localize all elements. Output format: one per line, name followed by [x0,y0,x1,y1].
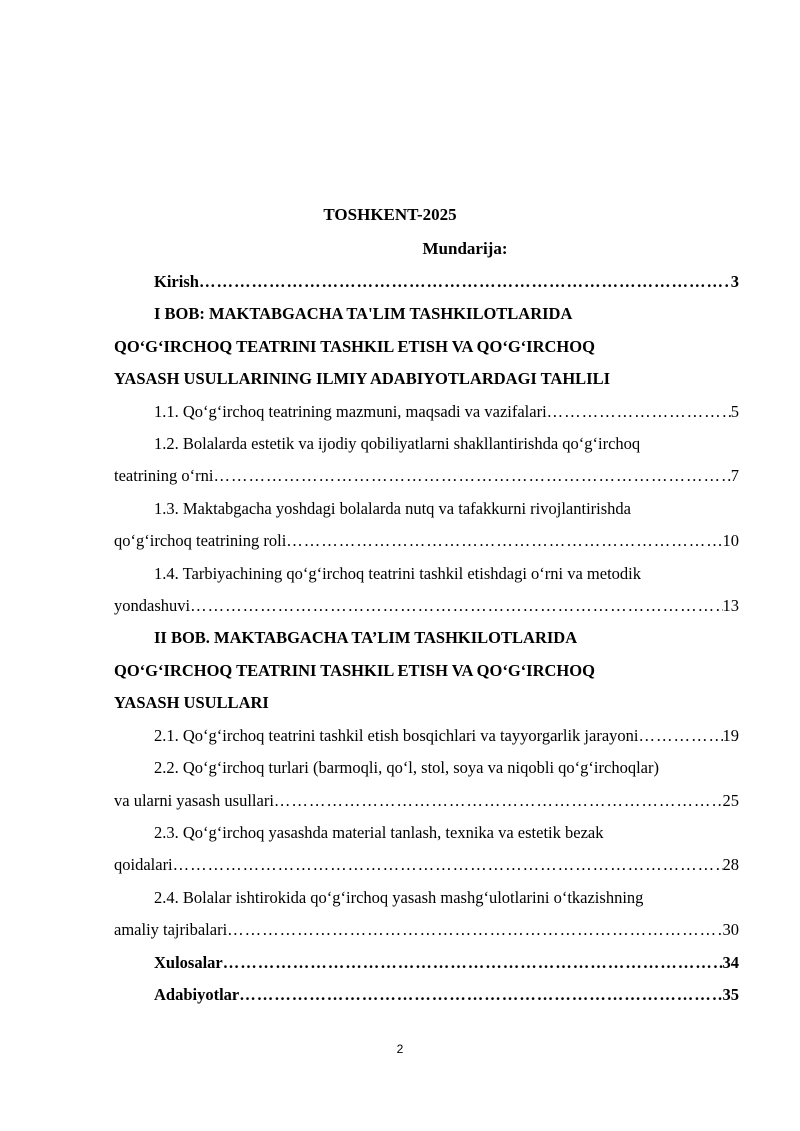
toc-chapter1-line2[interactable]: QO‘G‘IRCHOQ TEATRINI TASHKIL ETISH VA QO‘G‘IRCHOQ [114,337,595,356]
toc-entry-intro[interactable] [154,270,739,294]
toc-entry-page: 34 [722,953,739,972]
toc-chapter2-line3[interactable]: YASASH USULLARI [114,693,269,712]
toc-leader-dots [190,594,722,618]
toc-entry-label: qoidalari [114,855,173,874]
toc-entry-2-2[interactable] [114,789,739,813]
toc-entry-page: 25 [722,791,739,810]
toc-leader-dots [227,918,722,942]
toc-entry-label: Xulosalar [154,953,223,972]
toc-entry-2-2-line1[interactable]: 2.2. Qo‘g‘irchoq turlari (barmoqli, qo‘l, stol, soya va niqobli qo‘g‘irchoqlar) [154,758,659,777]
toc-entry-label: 2.1. Qo‘g‘irchoq teatrini tashkil etish bosqichlari va tayyorgarlik jarayoni [154,726,639,745]
toc-chapter1-line1[interactable]: I BOB: MAKTABGACHA TA'LIM TASHKILOTLARIDA [154,304,573,323]
toc-entry-1-3[interactable] [114,529,739,553]
toc-entry-page: 3 [730,272,739,291]
toc-entry-1-4[interactable] [114,594,739,618]
toc-entry-label: yondashuvi [114,596,191,615]
toc-entry-page: 35 [722,985,739,1004]
toc-entry-2-4[interactable] [114,918,739,942]
toc-entry-label: Kirish [154,272,199,291]
toc-chapter1-line3[interactable]: YASASH USULLARINING ILMIY ADABIYOTLARDAGI TAHLILI [114,369,611,388]
toc-entry-conclusion[interactable] [154,951,739,975]
toc-entry-1-3-line1[interactable]: 1.3. Maktabgacha yoshdagi bolalarda nutq va tafakkurni rivojlantirishda [154,499,631,518]
toc-entry-page: 5 [730,402,739,421]
toc-entry-label: qo‘g‘irchoq teatrining roli [114,531,287,550]
toc-entry-label: 1.1. Qo‘g‘irchoq teatrining mazmuni, maqsadi va vazifalari [154,402,547,421]
toc-entry-1-4-line1[interactable]: 1.4. Tarbiyachining qo‘g‘irchoq teatrini tashkil etishdagi o‘rni va metodik [154,564,642,583]
toc-entry-label: teatrining o‘rni [114,466,214,485]
toc-entry-label: amaliy tajribalari [114,920,228,939]
toc-leader-dots [639,724,723,748]
toc-entry-2-4-line1[interactable]: 2.4. Bolalar ishtirokida qo‘g‘irchoq yasash mashg‘ulotlarini o‘tkazishning [154,888,644,907]
toc-entry-page: 30 [722,920,739,939]
toc-entry-label: va ularni yasash usullari [114,791,274,810]
toc-leader-dots [173,853,723,877]
toc-entry-2-3[interactable] [114,853,739,877]
toc-entry-1-2[interactable] [114,464,739,488]
toc-entry-page: 10 [722,531,739,550]
page-number: 2 [396,1042,404,1056]
city-year-heading: TOSHKENT-2025 [323,205,457,224]
toc-entry-page: 13 [722,596,739,615]
toc-leader-dots [239,983,722,1007]
toc-leader-dots [547,400,731,424]
toc-title: Mundarija: [422,239,508,258]
toc-leader-dots [213,464,730,488]
toc-leader-dots [286,529,722,553]
toc-entry-1-1[interactable] [154,400,739,424]
toc-entry-label: Adabiyotlar [154,985,240,1004]
toc-chapter2-line1[interactable]: II BOB. MAKTABGACHA TA’LIM TASHKILOTLARIDA [154,628,578,647]
toc-entry-2-1[interactable] [154,724,739,748]
toc-entry-2-3-line1[interactable]: 2.3. Qo‘g‘irchoq yasashda material tanlash, texnika va estetik bezak [154,823,604,842]
toc-entry-page: 7 [730,466,739,485]
toc-leader-dots [274,789,723,813]
toc-entry-1-2-line1[interactable]: 1.2. Bolalarda estetik va ijodiy qobiliyatlarni shakllantirishda qo‘g‘irchoq [154,434,641,453]
toc-leader-dots [223,951,723,975]
toc-entry-page: 19 [722,726,739,745]
toc-chapter2-line2[interactable]: QO‘G‘IRCHOQ TEATRINI TASHKIL ETISH VA QO‘G‘IRCHOQ [114,661,595,680]
toc-entry-page: 28 [722,855,739,874]
toc-leader-dots [199,270,731,294]
toc-entry-references[interactable] [154,983,739,1007]
